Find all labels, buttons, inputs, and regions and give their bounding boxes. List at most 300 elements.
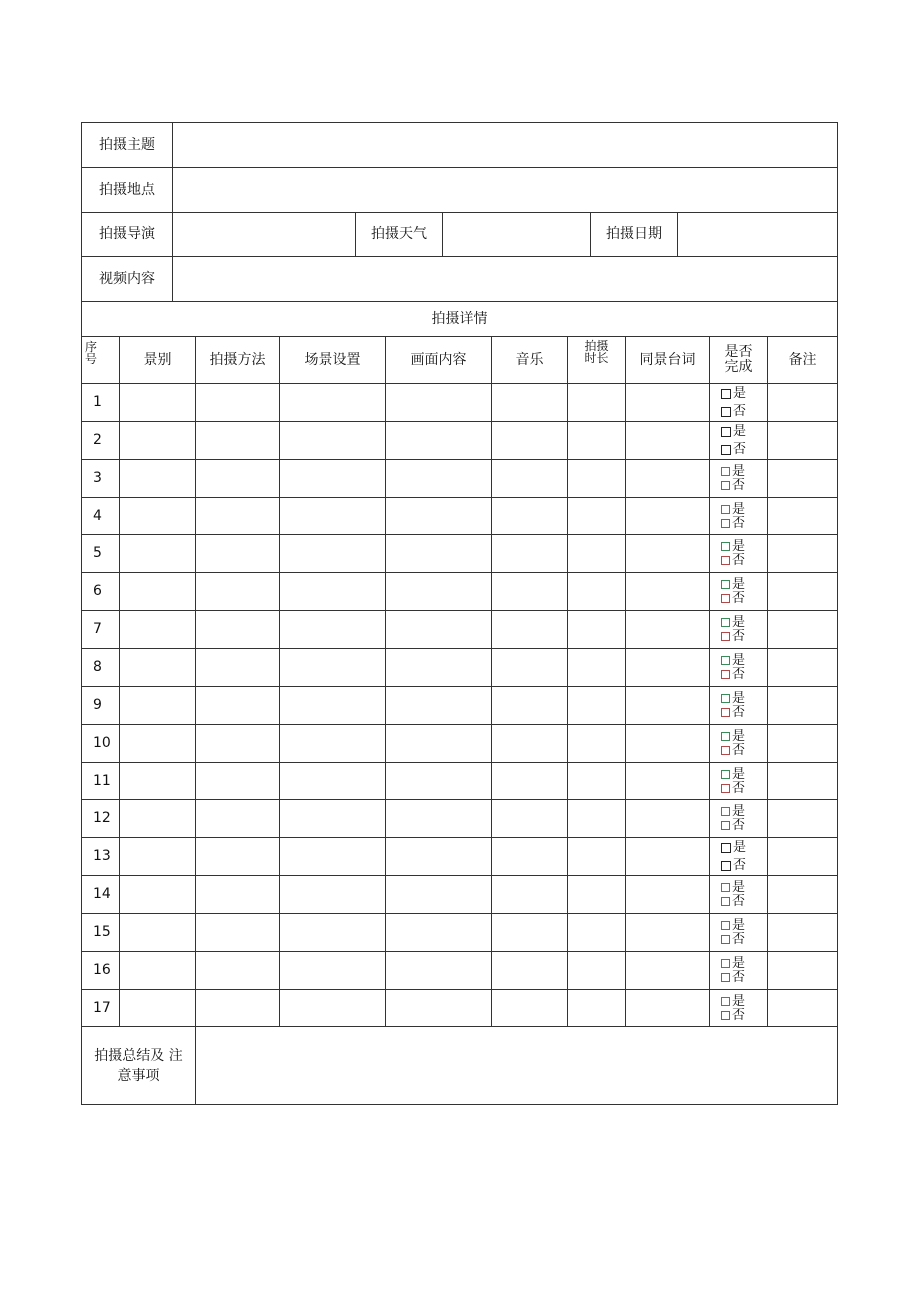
dialogue-cell[interactable] <box>625 838 709 875</box>
row-number: 15 <box>93 924 111 940</box>
yes-checkbox-icon[interactable] <box>721 427 731 437</box>
done-no-option[interactable] <box>721 895 745 909</box>
note-cell[interactable] <box>767 800 837 837</box>
yes-label: 是 <box>733 424 747 439</box>
done-yes-option[interactable] <box>721 994 745 1008</box>
done-yes-option[interactable] <box>721 423 746 441</box>
dialogue-cell[interactable] <box>625 460 709 497</box>
scene-cell[interactable] <box>279 838 385 875</box>
yes-checkbox-icon[interactable] <box>721 467 730 476</box>
scene-cell[interactable] <box>279 725 385 762</box>
duration-cell[interactable] <box>567 914 625 951</box>
method-cell[interactable] <box>195 535 279 572</box>
note-cell[interactable] <box>767 838 837 875</box>
no-label: 否 <box>733 442 747 457</box>
table-row <box>82 725 837 763</box>
picture-cell[interactable] <box>385 384 491 421</box>
done-no-option[interactable] <box>721 668 745 682</box>
music-cell[interactable] <box>491 611 567 648</box>
shot-cell[interactable] <box>119 914 195 951</box>
summary-label-line2: 意事项 <box>117 1067 160 1084</box>
no-checkbox-icon[interactable] <box>721 973 730 982</box>
done-no-option[interactable] <box>721 479 745 493</box>
done-no-option[interactable] <box>721 1008 745 1022</box>
duration-cell[interactable] <box>567 422 625 459</box>
done-no-option[interactable] <box>721 706 745 720</box>
dialogue-cell[interactable] <box>625 914 709 951</box>
shot-cell[interactable] <box>119 611 195 648</box>
done-yes-option[interactable] <box>721 919 745 933</box>
row-number: 9 <box>93 697 102 713</box>
done-no-option[interactable] <box>721 441 746 459</box>
note-cell[interactable] <box>767 460 837 497</box>
method-cell[interactable] <box>195 876 279 913</box>
dialogue-cell[interactable] <box>625 422 709 459</box>
picture-cell[interactable] <box>385 498 491 534</box>
yes-checkbox-icon[interactable] <box>721 389 731 399</box>
duration-cell[interactable] <box>567 498 625 534</box>
row-number: 16 <box>93 962 111 978</box>
done-yes-option[interactable] <box>721 385 746 403</box>
picture-cell[interactable] <box>385 573 491 610</box>
done-cell <box>709 990 767 1026</box>
duration-cell[interactable] <box>567 725 625 762</box>
yes-label: 是 <box>732 766 746 782</box>
shot-cell[interactable] <box>119 800 195 837</box>
done-yes-option[interactable] <box>721 502 745 516</box>
done-no-option[interactable] <box>721 554 745 568</box>
duration-cell[interactable] <box>567 535 625 572</box>
picture-cell[interactable] <box>385 725 491 762</box>
header-done <box>709 337 767 383</box>
row-number: 14 <box>93 886 111 902</box>
yes-checkbox-icon[interactable] <box>721 542 730 551</box>
content-field[interactable] <box>172 257 837 301</box>
done-cell <box>709 498 767 534</box>
table-row <box>82 384 837 422</box>
table-row <box>82 952 837 990</box>
scene-cell[interactable] <box>279 914 385 951</box>
row-number: 17 <box>93 999 111 1016</box>
duration-cell[interactable] <box>567 876 625 913</box>
dialogue-cell[interactable] <box>625 800 709 837</box>
row-number: 3 <box>93 470 102 486</box>
row-number: 12 <box>93 810 111 826</box>
yes-checkbox-icon[interactable] <box>721 694 730 703</box>
done-no-option[interactable] <box>721 819 745 833</box>
yes-checkbox-icon[interactable] <box>721 883 730 892</box>
header-dialogue: 同景台词 <box>625 337 709 383</box>
location-label: 拍摄地点 <box>99 181 155 198</box>
done-yes-option[interactable] <box>721 692 745 706</box>
done-cell <box>709 384 767 421</box>
table-row <box>82 573 837 611</box>
scene-cell[interactable] <box>279 952 385 989</box>
yes-checkbox-icon[interactable] <box>721 618 730 627</box>
yes-checkbox-icon[interactable] <box>721 921 730 930</box>
done-yes-option[interactable] <box>721 881 745 895</box>
music-cell[interactable] <box>491 687 567 724</box>
scene-cell[interactable] <box>279 573 385 610</box>
yes-label: 是 <box>732 918 746 933</box>
note-cell[interactable] <box>767 725 837 762</box>
summary-row <box>82 1027 837 1104</box>
no-checkbox-icon[interactable] <box>721 519 730 528</box>
no-label: 否 <box>732 478 746 493</box>
row-number: 7 <box>93 621 102 637</box>
shot-cell[interactable] <box>119 498 195 534</box>
done-yes-option[interactable] <box>721 839 746 857</box>
method-cell[interactable] <box>195 422 279 459</box>
shot-cell[interactable] <box>119 460 195 497</box>
no-label: 否 <box>732 743 746 758</box>
shot-cell[interactable] <box>119 990 195 1026</box>
music-cell[interactable] <box>491 460 567 497</box>
table-row <box>82 914 837 952</box>
scene-cell[interactable] <box>279 384 385 421</box>
music-cell[interactable] <box>491 914 567 951</box>
music-cell[interactable] <box>491 876 567 913</box>
done-no-option[interactable] <box>721 933 745 947</box>
content-label: 视频内容 <box>99 270 155 287</box>
scene-cell[interactable] <box>279 649 385 686</box>
music-cell[interactable] <box>491 952 567 989</box>
shot-cell[interactable] <box>119 876 195 913</box>
picture-cell[interactable] <box>385 422 491 459</box>
method-cell[interactable] <box>195 838 279 875</box>
duration-cell[interactable] <box>567 611 625 648</box>
method-cell[interactable] <box>195 800 279 837</box>
done-yes-option[interactable] <box>721 957 745 971</box>
shot-cell[interactable] <box>119 573 195 610</box>
method-cell[interactable] <box>195 914 279 951</box>
row-number: 8 <box>93 659 102 675</box>
no-label: 否 <box>732 705 746 720</box>
duration-cell[interactable] <box>567 384 625 421</box>
no-checkbox-icon[interactable] <box>721 632 730 641</box>
header-shot: 景别 <box>119 337 195 383</box>
picture-cell[interactable] <box>385 535 491 572</box>
table-row <box>82 422 837 460</box>
scene-cell[interactable] <box>279 800 385 837</box>
scene-cell[interactable] <box>279 763 385 799</box>
done-cell <box>709 725 767 762</box>
no-label: 否 <box>732 932 746 947</box>
done-yes-option[interactable] <box>721 540 745 554</box>
table-row <box>82 687 837 725</box>
note-cell[interactable] <box>767 914 837 951</box>
done-no-option[interactable] <box>721 630 745 644</box>
yes-label: 是 <box>732 615 746 630</box>
shot-cell[interactable] <box>119 384 195 421</box>
weather-label: 拍摄天气 <box>355 213 442 256</box>
row-number: 13 <box>93 848 111 864</box>
done-cell <box>709 460 767 497</box>
theme-row <box>82 123 837 168</box>
picture-cell[interactable] <box>385 914 491 951</box>
method-cell[interactable] <box>195 498 279 534</box>
done-cell <box>709 763 767 799</box>
note-cell[interactable] <box>767 384 837 421</box>
shot-cell[interactable] <box>119 535 195 572</box>
yes-checkbox-icon[interactable] <box>721 997 730 1006</box>
no-checkbox-icon[interactable] <box>721 556 730 565</box>
music-cell[interactable] <box>491 838 567 875</box>
no-checkbox-icon[interactable] <box>721 670 730 679</box>
music-cell[interactable] <box>491 384 567 421</box>
note-cell[interactable] <box>767 573 837 610</box>
picture-cell[interactable] <box>385 763 491 799</box>
yes-checkbox-icon[interactable] <box>721 807 730 816</box>
table-row <box>82 460 837 498</box>
method-cell[interactable] <box>195 990 279 1026</box>
done-yes-option[interactable] <box>721 767 745 781</box>
dialogue-cell[interactable] <box>625 725 709 762</box>
done-no-option[interactable] <box>721 744 745 758</box>
table-row <box>82 649 837 687</box>
no-checkbox-icon[interactable] <box>721 861 731 871</box>
picture-cell[interactable] <box>385 800 491 837</box>
dialogue-cell[interactable] <box>625 876 709 913</box>
no-checkbox-icon[interactable] <box>721 821 730 830</box>
picture-cell[interactable] <box>385 687 491 724</box>
no-checkbox-icon[interactable] <box>721 784 730 793</box>
music-cell[interactable] <box>491 725 567 762</box>
dialogue-cell[interactable] <box>625 498 709 534</box>
scene-cell[interactable] <box>279 876 385 913</box>
music-cell[interactable] <box>491 573 567 610</box>
no-checkbox-icon[interactable] <box>721 708 730 717</box>
shot-cell[interactable] <box>119 952 195 989</box>
summary-field[interactable] <box>195 1027 837 1104</box>
dialogue-cell[interactable] <box>625 573 709 610</box>
duration-cell[interactable] <box>567 649 625 686</box>
done-yes-option[interactable] <box>721 578 745 592</box>
music-cell[interactable] <box>491 649 567 686</box>
music-cell[interactable] <box>491 990 567 1026</box>
duration-cell[interactable] <box>567 838 625 875</box>
shot-cell[interactable] <box>119 725 195 762</box>
method-cell[interactable] <box>195 725 279 762</box>
no-label: 否 <box>732 818 746 833</box>
no-checkbox-icon[interactable] <box>721 935 730 944</box>
duration-cell[interactable] <box>567 990 625 1026</box>
yes-label: 是 <box>733 386 747 401</box>
method-cell[interactable] <box>195 460 279 497</box>
done-yes-option[interactable] <box>721 805 745 819</box>
done-cell <box>709 649 767 686</box>
note-cell[interactable] <box>767 422 837 459</box>
header-note: 备注 <box>767 337 837 383</box>
done-yes-option[interactable] <box>721 730 745 744</box>
picture-cell[interactable] <box>385 649 491 686</box>
done-yes-option[interactable] <box>721 465 745 479</box>
dialogue-cell[interactable] <box>625 687 709 724</box>
location-field[interactable] <box>172 168 837 212</box>
note-cell[interactable] <box>767 876 837 913</box>
yes-label: 是 <box>732 653 746 668</box>
picture-cell[interactable] <box>385 876 491 913</box>
dialogue-cell[interactable] <box>625 535 709 572</box>
yes-label: 是 <box>732 539 746 554</box>
scene-cell[interactable] <box>279 611 385 648</box>
yes-label: 是 <box>732 577 746 592</box>
row-number: 4 <box>93 507 102 524</box>
yes-checkbox-icon[interactable] <box>721 505 730 514</box>
row-number: 2 <box>93 432 102 448</box>
yes-checkbox-icon[interactable] <box>721 656 730 665</box>
done-yes-option[interactable] <box>721 654 745 668</box>
picture-cell[interactable] <box>385 838 491 875</box>
method-cell[interactable] <box>195 573 279 610</box>
duration-cell[interactable] <box>567 573 625 610</box>
picture-cell[interactable] <box>385 952 491 989</box>
done-no-option[interactable] <box>721 971 745 985</box>
yes-checkbox-icon[interactable] <box>721 732 730 741</box>
table-row <box>82 800 837 838</box>
no-label: 否 <box>733 404 747 419</box>
music-cell[interactable] <box>491 498 567 534</box>
duration-cell[interactable] <box>567 687 625 724</box>
yes-label: 是 <box>732 729 746 744</box>
note-cell[interactable] <box>767 611 837 648</box>
date-label: 拍摄日期 <box>590 213 677 256</box>
note-cell[interactable] <box>767 649 837 686</box>
row-number: 1 <box>93 394 102 410</box>
method-cell[interactable] <box>195 687 279 724</box>
music-cell[interactable] <box>491 763 567 799</box>
shot-cell[interactable] <box>119 838 195 875</box>
done-cell <box>709 611 767 648</box>
yes-label: 是 <box>732 464 746 479</box>
shot-cell[interactable] <box>119 422 195 459</box>
done-cell <box>709 687 767 724</box>
scene-cell[interactable] <box>279 687 385 724</box>
yes-label: 是 <box>733 840 747 855</box>
content-row <box>82 257 837 302</box>
weather-field[interactable] <box>442 213 590 256</box>
shot-cell[interactable] <box>119 687 195 724</box>
method-cell[interactable] <box>195 763 279 799</box>
location-row <box>82 168 837 213</box>
done-cell <box>709 422 767 459</box>
dialogue-cell[interactable] <box>625 649 709 686</box>
duration-cell[interactable] <box>567 952 625 989</box>
done-no-option[interactable] <box>721 857 746 875</box>
method-cell[interactable] <box>195 611 279 648</box>
summary-label <box>82 1027 195 1104</box>
note-cell[interactable] <box>767 535 837 572</box>
yes-label: 是 <box>732 501 746 517</box>
yes-checkbox-icon[interactable] <box>721 580 730 589</box>
note-cell[interactable] <box>767 990 837 1026</box>
header-duration-line1: 拍摄 <box>584 339 609 353</box>
done-cell <box>709 573 767 610</box>
picture-cell[interactable] <box>385 460 491 497</box>
director-field[interactable] <box>172 213 355 256</box>
method-cell[interactable] <box>195 384 279 421</box>
dialogue-cell[interactable] <box>625 611 709 648</box>
scene-cell[interactable] <box>279 990 385 1026</box>
note-cell[interactable] <box>767 498 837 534</box>
row-number: 11 <box>93 772 111 789</box>
header-seq-line2: 号 <box>85 352 98 366</box>
yes-checkbox-icon[interactable] <box>721 959 730 968</box>
done-cell <box>709 535 767 572</box>
duration-cell[interactable] <box>567 800 625 837</box>
done-yes-option[interactable] <box>721 616 745 630</box>
yes-label: 是 <box>732 993 746 1009</box>
music-cell[interactable] <box>491 422 567 459</box>
dialogue-cell[interactable] <box>625 952 709 989</box>
table-row <box>82 838 837 876</box>
scene-cell[interactable] <box>279 460 385 497</box>
done-no-option[interactable] <box>721 781 745 795</box>
no-checkbox-icon[interactable] <box>721 897 730 906</box>
shot-cell[interactable] <box>119 649 195 686</box>
done-cell <box>709 800 767 837</box>
no-checkbox-icon[interactable] <box>721 746 730 755</box>
yes-checkbox-icon[interactable] <box>721 843 731 853</box>
header-done-line2: 完成 <box>724 359 753 375</box>
done-no-option[interactable] <box>721 403 746 421</box>
no-checkbox-icon[interactable] <box>721 481 730 490</box>
done-no-option[interactable] <box>721 516 745 530</box>
dialogue-cell[interactable] <box>625 384 709 421</box>
yes-checkbox-icon[interactable] <box>721 770 730 779</box>
director-weather-date-row <box>82 213 837 257</box>
note-cell[interactable] <box>767 687 837 724</box>
scene-cell[interactable] <box>279 498 385 534</box>
dialogue-cell[interactable] <box>625 990 709 1026</box>
theme-field[interactable] <box>172 123 837 167</box>
header-seq <box>82 337 119 383</box>
note-cell[interactable] <box>767 763 837 799</box>
dialogue-cell[interactable] <box>625 763 709 799</box>
picture-cell[interactable] <box>385 611 491 648</box>
no-checkbox-icon[interactable] <box>721 445 731 455</box>
done-cell <box>709 952 767 989</box>
table-row <box>82 535 837 573</box>
scene-cell[interactable] <box>279 422 385 459</box>
no-label: 否 <box>732 970 746 985</box>
details-title: 拍摄详情 <box>431 310 488 327</box>
header-seq-line1: 序 <box>85 340 98 354</box>
table-row <box>82 498 837 535</box>
no-checkbox-icon[interactable] <box>721 594 730 603</box>
header-duration <box>567 337 625 383</box>
method-cell[interactable] <box>195 649 279 686</box>
header-method: 拍摄方法 <box>195 337 279 383</box>
no-checkbox-icon[interactable] <box>721 1011 730 1020</box>
shot-cell[interactable] <box>119 763 195 799</box>
music-cell[interactable] <box>491 535 567 572</box>
scene-cell[interactable] <box>279 535 385 572</box>
date-field[interactable] <box>677 213 837 256</box>
note-cell[interactable] <box>767 952 837 989</box>
method-cell[interactable] <box>195 952 279 989</box>
table-row <box>82 876 837 914</box>
picture-cell[interactable] <box>385 990 491 1026</box>
no-checkbox-icon[interactable] <box>721 407 731 417</box>
duration-cell[interactable] <box>567 763 625 799</box>
duration-cell[interactable] <box>567 460 625 497</box>
done-no-option[interactable] <box>721 592 745 606</box>
music-cell[interactable] <box>491 800 567 837</box>
table-row <box>82 611 837 649</box>
no-label: 否 <box>732 1007 746 1023</box>
director-label: 拍摄导演 <box>99 226 155 242</box>
